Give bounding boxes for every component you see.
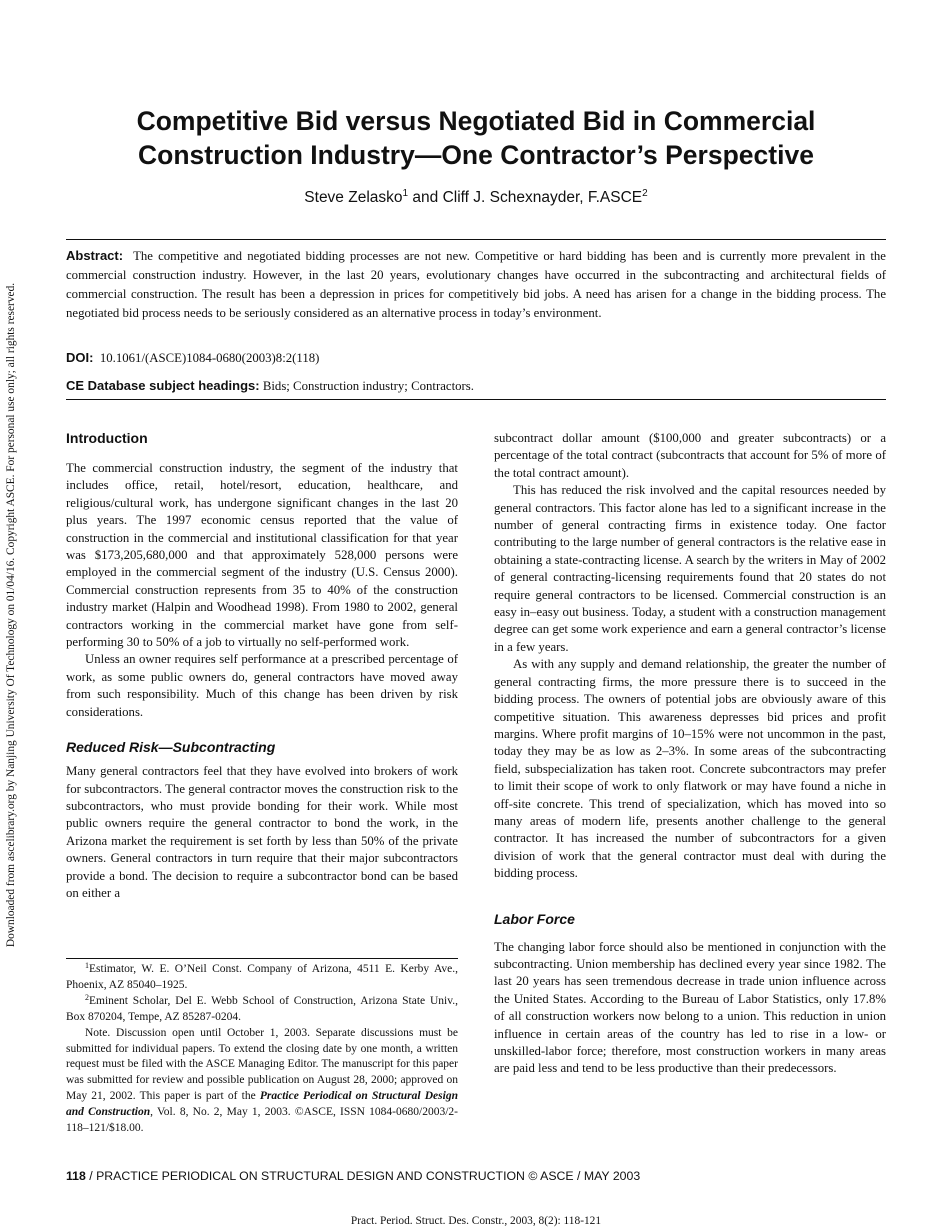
footnote-divider (66, 958, 458, 959)
footnotes (66, 962, 458, 1137)
footnote-text: Eminent Scholar, Del E. Webb School of Construction, Arizona State Univ., Box 870204, Tempe, AZ 85287-0204. (66, 994, 458, 1023)
paragraph: This has reduced the risk involved and the capital resources needed by general contractors. This factor alone has led to a significant increase in the number of general contracting firms in existence today. One factor contributing to the large number of general contractors is the relative ease in obtaining a state-contracting license. A search by the writers in May of 2002 of general contracting-licensing requirements found that 20 states do not require general contractors to be licensed. Commercial construction is an easy in–easy out business. Today, a student with a construction management degree can get some work experience and earn a general contractor’s license in a few years. (494, 483, 886, 654)
page-number: 118 (66, 1169, 86, 1183)
affiliation-mark: 2 (642, 188, 648, 199)
journal-name: Practice Periodical on Structural Design and Construction (66, 1090, 458, 1119)
paragraph: The changing labor force should also be mentioned in conjunction with the subcontracting. Union membership has declined every year since 1982. The last 20 years has seen tremendous decrease in trade union influence across the United States. According to the Bureau of Labor Statistics, only 17.8% of all construction workers now belong to a union. This reduction in union influence in certain areas of the country has led to rise in a low- or unskilled-labor force; therefore, most construction workers in many areas are paid less and tend to be less productive than their predecessors. (494, 939, 886, 1076)
editorial-note: Note. Discussion open until October 1, 2003. Separate discussions must be submitted for individual papers. To extend the closing date by one month, a written request must be filed with the ASCE Managing Editor. The manuscript for this paper was submitted for review and possible publication on August 28, 2000; approved on May 21, 2002. This paper is part of the Practice Periodical on Structural Design and Construction, Vol. 8, No. 2, May 1, 2003. ©ASCE, ISSN 1084-0680/2003/2-118–121/$18.00. (66, 1026, 458, 1135)
divider (66, 239, 886, 240)
doi-line (66, 350, 886, 366)
paragraph: As with any supply and demand relationship, the greater the number of general contracting firms, the more pressure there is to succeed in the bidding process. The owners of potential jobs are obviously aware of this competitive situation. This awareness depresses bid prices and profit margins. Where profit margins of 10–15% were not uncommon in the past, today they may be as low as 2–3%. In some areas of the subcontracting field, subspecialization has taken root. Concrete subcontractors may prefer to limit their scope of work to only flatwork or may have found a niche in off-site concrete. This trend of specialization, which has moved into so many areas of modern life, presents another challenge to the general contractor. It has increased the number of subcontractors for a given division of work that the general contractor must deal with during the bidding process. (494, 657, 886, 881)
footnote (66, 962, 458, 994)
paragraph: Unless an owner requires self performance at a prescribed percentage of work, as some public owners do, general contractors have moved away from such responsibility. Much of this change has been driven by risk considerations. (66, 652, 458, 719)
subsection-heading: Reduced Risk—Subcontracting (66, 739, 276, 756)
author-line (66, 189, 886, 207)
paragraph: Many general contractors feel that they have evolved into brokers of work for subcontractors. The general contractor moves the construction risk to the subcontractors, who must provide bonding for their work. While most public owners require the general contractor to bond the work, in the Arizona market the requirement is set forth by less than 50% of the private owners. General contractors in turn require that their major subcontractors provide a bond. The decision to require a subcontractor bond can be based on either a (66, 764, 458, 900)
abstract (66, 246, 886, 323)
right-column (494, 430, 886, 1078)
footnote-mark: 1 (85, 961, 89, 970)
download-notice: Downloaded from ascelibrary.org by Nanjing University Of Technology on 01/04/16. Copyright ASCE. For personal use only; all rights reserved. (5, 282, 17, 948)
footnote-mark: 2 (85, 992, 89, 1002)
title-line: Construction Industry—One Contractor’s Perspective (138, 140, 814, 170)
title-line: Competitive Bid versus Negotiated Bid in Commercial (136, 106, 816, 136)
affiliation-mark: 1 (402, 188, 409, 199)
left-column (66, 430, 458, 902)
paragraph: subcontract dollar amount ($100,000 and greater subcontracts) or a percentage of the total contract (subcontracts that account for 5% of more of the total contract amount). (494, 431, 886, 480)
footnote-text: Estimator, W. E. O’Neil Const. Company of Arizona, 4511 E. Kerby Ave., Phoenix, AZ 85040–1925. (66, 963, 458, 991)
paragraph: The commercial construction industry, the segment of the industry that includes office, retail, hotel/resort, education, healthcare, and religious/cultural work, has undergone significant changes in the last 20 plus years. The 1997 economic census reported that the value of construction in the commercial and institutional classification for that year was $173,205,680,000 and that approximately 528,000 persons were employed in the commercial segment of the industry (U.S. Census 2000). Commercial construction represents from 35 to 40% of the construction industry market (Halpin and Woodhead 1998). From 1980 to 2002, general contractors working in the commercial market have gone from self-performing 30 to 50% of a job to virtually no self-performed work. (66, 461, 458, 650)
subsection-heading: Labor Force (494, 910, 575, 927)
subject-headings-value: Bids; Construction industry; Contractors. (262, 379, 474, 393)
abstract-label: Abstract: (66, 248, 124, 263)
author-name: Cliff J. Schexnayder, F.ASCE (442, 189, 643, 206)
author-name: Steve Zelasko (304, 189, 403, 206)
doi-value: 10.1061/(ASCE)1084-0680(2003)8:2(118) (99, 351, 320, 365)
divider (66, 399, 886, 400)
author-connector: and (408, 189, 443, 206)
doi-label: DOI: (66, 350, 94, 365)
subject-headings (66, 378, 886, 394)
footnote (66, 994, 458, 1026)
citation-line: Pract. Period. Struct. Des. Constr., 2003, 8(2): 118-121 (350, 1215, 602, 1227)
paper-title (66, 104, 886, 172)
subject-headings-label: CE Database subject headings: (66, 378, 260, 393)
running-footer: / PRACTICE PERIODICAL ON STRUCTURAL DESIGN AND CONSTRUCTION © ASCE / MAY 2003 (85, 1169, 641, 1183)
section-heading: Introduction (66, 430, 148, 446)
abstract-text: The competitive and negotiated bidding processes are not new. Competitive or hard bidding has been and is currently more prevalent in the commercial construction industry. However, in the last 20 years, evolutionary changes have occurred in the subcontracting and architectural fields of commercial construction. The result has been a depression in prices for competitively bid jobs. A need has arisen for a change in the bidding process. The negotiated bid process needs to be seriously considered as an alternative process in today’s environment. (66, 249, 886, 320)
page-footer (66, 1169, 640, 1183)
